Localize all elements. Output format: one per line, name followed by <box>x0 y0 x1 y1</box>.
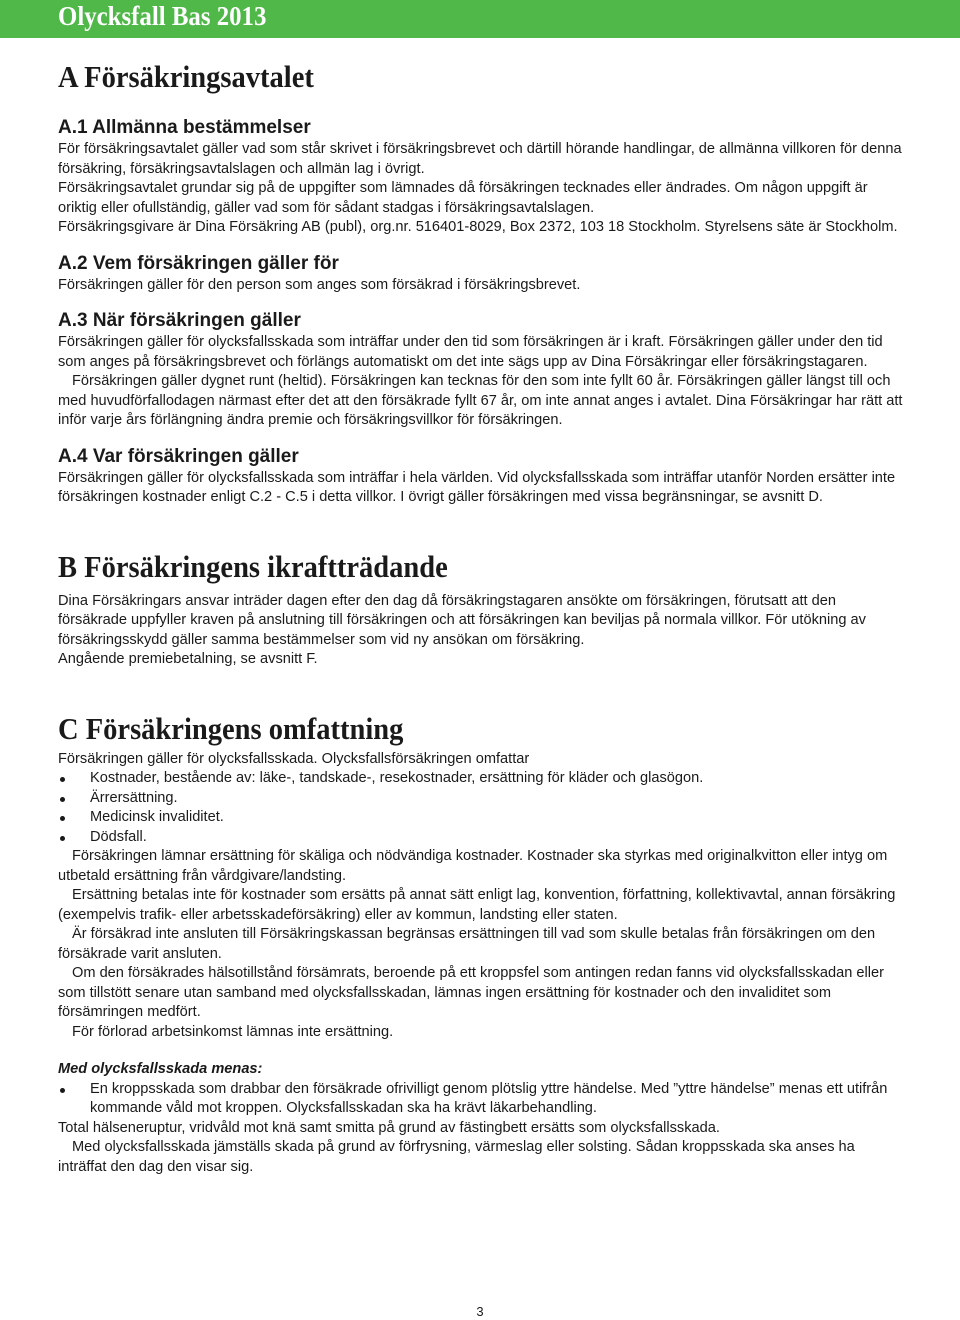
list-item: En kroppsskada som drabbar den försäkrade ofrivilligt genom plötslig yttre händelse. Med ”yttre händelse” menas ett utifrån kommande våld mot kroppen. Olycksfallsskadan ska ha krävt läkarbehandling. <box>58 1080 904 1119</box>
c-paragraph-6: Total hälseneruptur, vridvåld mot knä samt smitta på grund av fästingbett ersätts som olycksfallsskada. <box>58 1119 720 1136</box>
c-paragraph-2: Ersättning betalas inte för kostnader som ersätts på annat sätt enligt lag, konvention, författning, kollektivavtal, annan försäkring (exempelvis trafik- eller arbetsskadeförsäkring) eller av kommun, landsting eller staten. <box>58 887 896 923</box>
b-paragraph-1: Dina Försäkringars ansvar inträder dagen efter den dag då försäkringstagaren ansökte om försäkringen, förutsatt att den försäkrade uppfyller kraven på anslutning till försäkringen och att försäkringen kan beviljas på normala villkor. För utökning av försäkringsskydd gäller samma bestämmelser som vid ny ansökan om försäkring. <box>58 592 866 648</box>
list-item: Medicinsk invaliditet. <box>58 808 904 828</box>
c-paragraph-1: Försäkringen lämnar ersättning för skäliga och nödvändiga kostnader. Kostnader ska styrkas med originalkvitton eller intyg om utbetald ersättning från vårdgivare/landsting. <box>58 848 888 884</box>
c-intro: Försäkringen gäller för olycksfallsskada. Olycksfallsförsäkringen omfattar <box>58 750 530 767</box>
section-a-title: A Försäkringsavtalet <box>58 59 314 94</box>
a3-heading: A.3 När försäkringen gäller <box>58 310 301 331</box>
section-b-title: B Försäkringens ikraftträdande <box>58 548 448 584</box>
a4-paragraph-1: Försäkringen gäller för olycksfallsskada som inträffar i hela världen. Vid olycksfallsskada som inträffar utanför Norden ersätter inte försäkringen kostnader enligt C.2 - C.5 i detta villkor. I övrigt gäller försäkringen med vissa begränsningar, se avsnitt D. <box>58 469 896 505</box>
header-banner <box>0 0 960 38</box>
c-paragraph-7: Med olycksfallsskada jämställs skada på grund av förfrysning, värmeslag eller solsting. Sådan kroppsskada ska anses ha inträffat den dag den visar sig. <box>58 1139 855 1175</box>
c-paragraph-5: För förlorad arbetsinkomst lämnas inte ersättning. <box>72 1023 394 1040</box>
a2-heading: A.2 Vem försäkringen gäller för <box>58 252 339 274</box>
section-c-title: C Försäkringens omfattning <box>58 710 404 746</box>
a3-paragraph-1: Försäkringen gäller för olycksfallsskada som inträffar under den tid som försäkringen är i kraft. Försäkringen gäller under den tid som anges på försäkringsbrevet och förlängs automatiskt om det inte sägs upp av Dina Försäkringar eller försäkringstagaren. <box>58 334 883 370</box>
definition-heading: Med olycksfallsskada menas: <box>58 1061 263 1077</box>
a1-paragraph-1: För försäkringsavtalet gäller vad som står skrivet i försäkringsbrevet och därtill hörande handlingar, de allmänna villkoren för denna försäkring, försäkringsavtalslagen och allmän lag i övrigt. <box>58 141 902 177</box>
a2-paragraph-1: Försäkringen gäller för den person som anges som försäkrad i försäkringsbrevet. <box>58 276 581 293</box>
definition-list <box>58 1080 904 1119</box>
a1-paragraph-3: Försäkringsgivare är Dina Försäkring AB (publ), org.nr. 516401-8029, Box 2372, 103 18 Stockholm. Styrelsens säte är Stockholm. <box>58 219 898 235</box>
page-number: 3 <box>476 1304 484 1319</box>
a1-heading: A.1 Allmänna bestämmelser <box>58 117 311 138</box>
coverage-list <box>58 769 904 847</box>
a4-heading: A.4 Var försäkringen gäller <box>58 445 299 467</box>
c-paragraph-4: Om den försäkrades hälsotillstånd försämrats, beroende på ett kroppsfel som antingen redan fanns vid olycksfallsskadan eller som tillstött senare utan samband med olycksfallsskadan, lämnas ingen ersättning för kostnader och den invaliditet som försämringen medfört. <box>58 965 885 1020</box>
a3-paragraph-2: Försäkringen gäller dygnet runt (heltid). Försäkringen kan tecknas för den som inte fyllt 60 år. Försäkringen gäller längst till och med huvudförfallodagen närmast efter det att den försäkrade fyllt 67 år, om inte annat anges i avtalet. Dina Försäkringar har rätt att inför varje års förlängning ändra premie och försäkringsvillkor för försäkringen. <box>58 373 903 428</box>
list-item: Ärrersättning. <box>58 789 904 809</box>
a1-paragraph-2: Försäkringsavtalet grundar sig på de uppgifter som lämnades då försäkringen tecknades eller ändrades. Om någon uppgift är oriktig eller ofullständig, gäller vad som för sådant stadgas i försäkringsavtalslagen. <box>58 180 868 216</box>
list-item: Kostnader, bestående av: läke-, tandskade-, resekostnader, ersättning för kläder och glasögon. <box>58 769 904 789</box>
c-paragraph-3: Är försäkrad inte ansluten till Försäkringskassan begränsas ersättningen till vad som skulle betalas från försäkringen om den försäkrade varit ansluten. <box>58 926 876 962</box>
document-title: Olycksfall Bas 2013 <box>58 1 267 31</box>
list-item: Dödsfall. <box>58 828 904 848</box>
page-content <box>58 58 904 1177</box>
b-paragraph-2: Angående premiebetalning, se avsnitt F. <box>58 651 318 667</box>
